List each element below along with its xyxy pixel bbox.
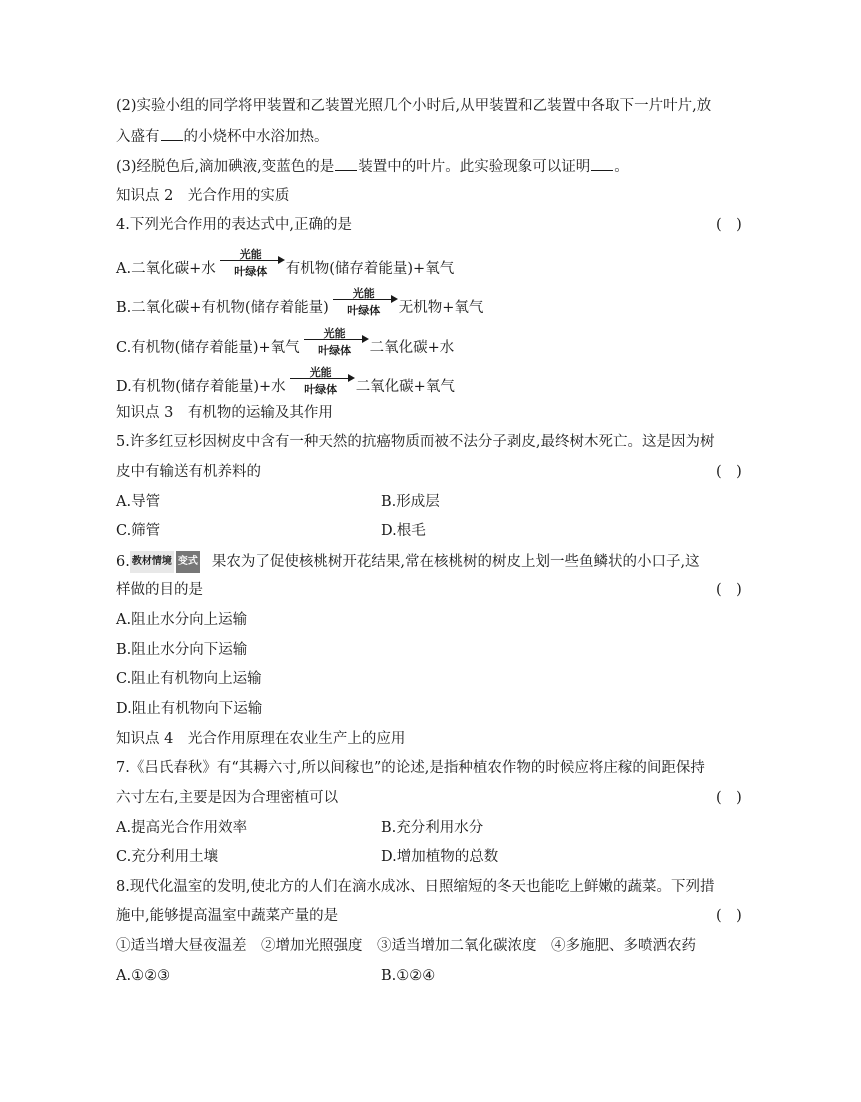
answer-blank[interactable] [591, 156, 613, 171]
q4-option-b [116, 287, 484, 318]
q4-option-a-right: 有机物(储存着能量)+氧气 [285, 261, 455, 277]
q6-stem-text: 果农为了促使核桃树开花结果,常在核桃树的树皮上划一些鱼鳞状的小口子,这 [211, 554, 700, 570]
q5-answer-paren[interactable]: ( ) [716, 464, 742, 480]
q5-option-d[interactable]: D.根毛 [381, 523, 426, 539]
q3-part3-line [116, 156, 629, 177]
q4-option-d [116, 366, 455, 397]
reaction-arrow-icon [288, 366, 354, 397]
q5-stem-line1: 5.许多红豆杉因树皮中含有一种天然的抗癌物质而被不法分子剥皮,最终树木死亡。这是因为树 [116, 434, 715, 450]
q4-option-d-right: 二氧化碳+氧气 [355, 379, 455, 395]
reaction-arrow-icon [218, 248, 284, 279]
q7-option-b[interactable]: B.充分利用水分 [381, 820, 484, 836]
q4-option-a [116, 248, 455, 279]
q4-option-a-left: A.二氧化碳+水 [116, 261, 216, 277]
knowledge-point-3-heading: 知识点 3 有机物的运输及其作用 [116, 405, 333, 421]
arrow-label-top: 光能 [323, 327, 346, 340]
q5-option-c[interactable]: C.筛管 [116, 523, 161, 539]
q4-option-c [116, 327, 455, 358]
q6-stem-line2: 样做的目的是 [116, 582, 203, 598]
textbook-context-badge: 教材情境 [130, 551, 174, 573]
knowledge-point-4-heading: 知识点 4 光合作用原理在农业生产上的应用 [116, 731, 406, 747]
q4-answer-paren[interactable]: ( ) [716, 217, 742, 233]
reaction-arrow-icon [302, 327, 368, 358]
q7-stem-line2: 六寸左右,主要是因为合理密植可以 [116, 790, 339, 806]
arrow-label-bottom: 叶绿体 [234, 265, 268, 278]
q3-part3-text-c: 。 [614, 159, 629, 175]
q5-option-a[interactable]: A.导管 [116, 494, 161, 510]
q8-stem-line1: 8.现代化温室的发明,使北方的人们在滴水成冰、日照缩短的冬天也能吃上鲜嫩的蔬菜。下列措 [116, 879, 715, 895]
q7-option-c[interactable]: C.充分利用土壤 [116, 849, 219, 865]
q8-option-a[interactable]: A.①②③ [116, 968, 171, 984]
reaction-arrow-icon [331, 287, 397, 318]
q6-option-d[interactable]: D.阻止有机物向下运输 [116, 701, 263, 717]
arrow-label-bottom: 叶绿体 [318, 344, 352, 357]
answer-blank[interactable] [161, 126, 183, 141]
q4-option-b-right: 无机物+氧气 [398, 300, 484, 316]
q6-option-c[interactable]: C.阻止有机物向上运输 [116, 671, 262, 687]
q7-option-d[interactable]: D.增加植物的总数 [381, 849, 499, 865]
q3-part2-text-b: 的小烧杯中水浴加热。 [183, 129, 329, 145]
q6-option-b[interactable]: B.阻止水分向下运输 [116, 642, 248, 658]
q8-answer-paren[interactable]: ( ) [716, 908, 742, 924]
answer-blank[interactable] [335, 156, 357, 171]
q6-stem-line1 [116, 551, 700, 573]
arrow-label-top: 光能 [309, 366, 332, 379]
arrow-label-top: 光能 [352, 287, 375, 300]
q4-stem: 4.下列光合作用的表达式中,正确的是 [116, 217, 352, 233]
q4-option-c-left: C.有机物(储存着能量)+氧气 [116, 340, 300, 356]
q8-items: ①适当增大昼夜温差 ②增加光照强度 ③适当增加二氧化碳浓度 ④多施肥、多喷洒农药 [116, 938, 696, 954]
knowledge-point-2-heading: 知识点 2 光合作用的实质 [116, 188, 290, 204]
arrow-label-bottom: 叶绿体 [304, 383, 338, 396]
q7-answer-paren[interactable]: ( ) [716, 790, 742, 806]
q3-part2-text-a: 入盛有 [116, 129, 160, 145]
q6-option-a[interactable]: A.阻止水分向上运输 [116, 612, 248, 628]
q8-option-b[interactable]: B.①②④ [381, 968, 436, 984]
q3-part3-text-b: 装置中的叶片。此实验现象可以证明 [358, 159, 591, 175]
q3-part3-text-a: (3)经脱色后,滴加碘液,变蓝色的是 [116, 159, 335, 175]
q5-option-b[interactable]: B.形成层 [381, 494, 440, 510]
q4-option-c-right: 二氧化碳+水 [369, 340, 455, 356]
q3-part2-line1: (2)实验小组的同学将甲装置和乙装置光照几个小时后,从甲装置和乙装置中各取下一片叶片,放 [116, 98, 712, 114]
q6-number: 6. [116, 554, 130, 570]
arrow-label-bottom: 叶绿体 [347, 304, 381, 317]
arrow-label-top: 光能 [239, 248, 262, 261]
q8-stem-line2: 施中,能够提高温室中蔬菜产量的是 [116, 908, 339, 924]
q3-part2-line2 [116, 126, 329, 147]
q5-stem-line2: 皮中有输送有机养料的 [116, 464, 261, 480]
q4-option-d-left: D.有机物(储存着能量)+水 [116, 379, 286, 395]
q6-answer-paren[interactable]: ( ) [716, 582, 742, 598]
q7-stem-line1: 7.《吕氏春秋》有“其耨六寸,所以间稼也”的论述,是指种植农作物的时候应将庄稼的间距保持 [116, 760, 705, 776]
q4-option-b-left: B.二氧化碳+有机物(储存着能量) [116, 300, 329, 316]
q7-option-a[interactable]: A.提高光合作用效率 [116, 820, 248, 836]
variant-badge: 变式 [176, 551, 200, 573]
